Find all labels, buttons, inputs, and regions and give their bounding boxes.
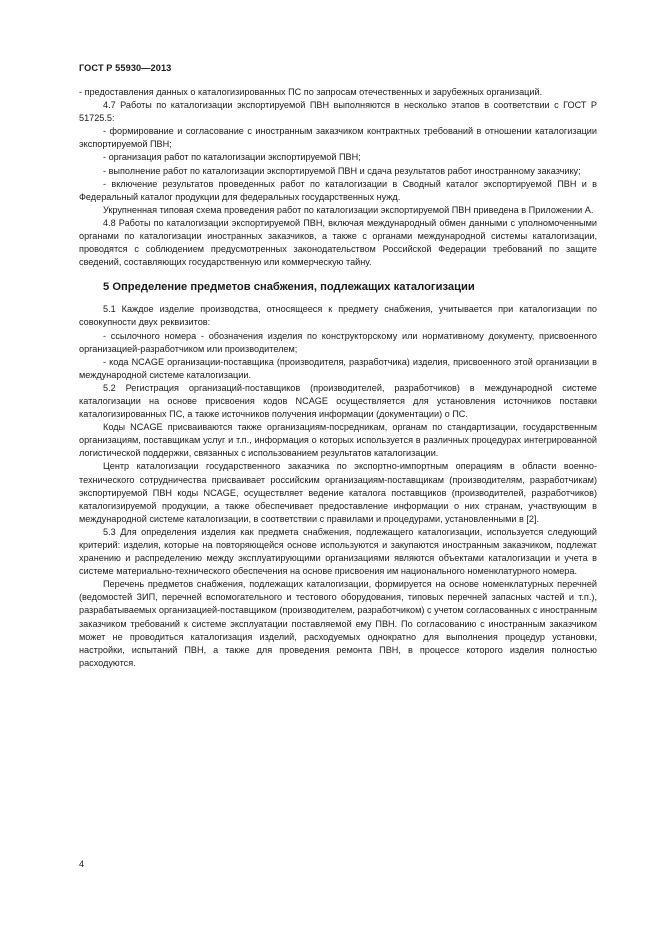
paragraph: 5.1 Каждое изделие производства, относящееся к предмету снабжения, учитывается при каталогизации по совокупности двух реквизитов:: [79, 304, 597, 328]
section-heading: 5 Определение предметов снабжения, подлежащих каталогизации: [103, 281, 475, 294]
paragraph: 5.2 Регистрация организаций-поставщиков (производителей, разработчиков) в международной системе каталогизации на основе присвоения кодов NCAGE осуществляется для установления источников поставки каталогизированных ПС, а также источников получения информации (документации) о ПС.: [79, 382, 597, 420]
document-header: ГОСТ Р 55930—2013: [79, 63, 172, 73]
list-item: - кода NCAGE организации-поставщика (производителя, разработчика) изделия, присвоенного этой организации в международной системе каталогизации.: [79, 356, 597, 380]
paragraph: Центр каталогизации государственного заказчика по экспортно-импортным операциям в области военно-технического сотрудничества присваивает российским организациям-поставщикам (производителям, разработчикам) экспортируемой ПВН коды NCAGE, осуществляет ведение каталога поставщиков (производителей, разработчиков) каталогизируемой продукции, а также обеспечивает предоставление информации о них странам, участвующим в международной системе каталогизации, в соответствии с правилами и процедурами, установленными в [2].: [79, 461, 597, 524]
paragraph: Перечень предметов снабжения, подлежащих каталогизации, формируется на основе номенклатурных перечней (ведомостей ЗИП, перечней вспомогательного и тестового оборудования, типовых перечней запасных частей и т.п.), разрабатываемых организацией-поставщиком (производителем, разработчиком) с учетом согласованных с иностранным заказчиком требований к системе эксплуатации поставляемой ему ПВН. По согласованию с иностранным заказчиком может не проводиться каталогизация изделий, расходуемых однократно для выполнения процедур установки, настройки, испытаний ПВН, а также для проведения ремонта ПВН, в процессе которого изделия полностью расходуются.: [79, 579, 597, 668]
page-number: 4: [79, 859, 85, 869]
paragraph: Укрупненная типовая схема проведения работ по каталогизации экспортируемой ПВН приведена в Приложении А.: [103, 204, 594, 215]
paragraph: - предоставления данных о каталогизированных ПС по запросам отечественных и зарубежных организаций.: [79, 87, 543, 97]
paragraph: Коды NCAGE присваиваются также организациям-посредникам, органам по стандартизации, государственным организациям, поставщикам услуг и т.п., информация о которых используется в различных процедурах интегрированной логистической поддержки, связанных с использованием результатов каталогизации.: [79, 422, 597, 459]
paragraph: 4.7 Работы по каталогизации экспортируемой ПВН выполняются в несколько этапов в соответствии с ГОСТ Р 51725.5:: [79, 100, 597, 124]
list-item: - организация работ по каталогизации экспортируемой ПВН;: [103, 152, 361, 163]
paragraph: 4.8 Работы по каталогизации экспортируемой ПВН, включая международный обмен данными с уполномоченными органами по каталогизации иностранных заказчиков, а также с органами международной системы каталогизации, проводятся с соблюдением предусмотренных законодательством Российской Федерации требований по защите сведений, составляющих государственную или коммерческую тайну.: [79, 217, 597, 268]
list-item: - формирование и согласование с иностранным заказчиком контрактных требований в отношении каталогизации экспортируемой ПВН;: [79, 126, 597, 150]
list-item: - ссылочного номера - обозначения изделия по конструкторскому или нормативному документу, присвоенного организацией-разработчиком или производителем;: [79, 330, 597, 354]
document-body: [79, 86, 597, 670]
paragraph: 5.3 Для определения изделия как предмета снабжения, подлежащего каталогизации, используется следующий критерий: изделия, которые на повторяющейся основе используются и закупаются иностранным заказчиком, подлежат хранению и распределению между эксплуатирующими организациями являются объектами каталогизации и учета в системе материально-технического обеспечения на основе присвоения им национального номенклатурного номера.: [79, 526, 597, 577]
list-item: - включение результатов проведенных работ по каталогизации в Сводный каталог экспортируемой ПВН и в Федеральный каталог продукции для федеральных государственных нужд.: [79, 178, 597, 202]
list-item: - выполнение работ по каталогизации экспортируемой ПВН и сдача результатов работ иностранному заказчику;: [103, 165, 581, 176]
